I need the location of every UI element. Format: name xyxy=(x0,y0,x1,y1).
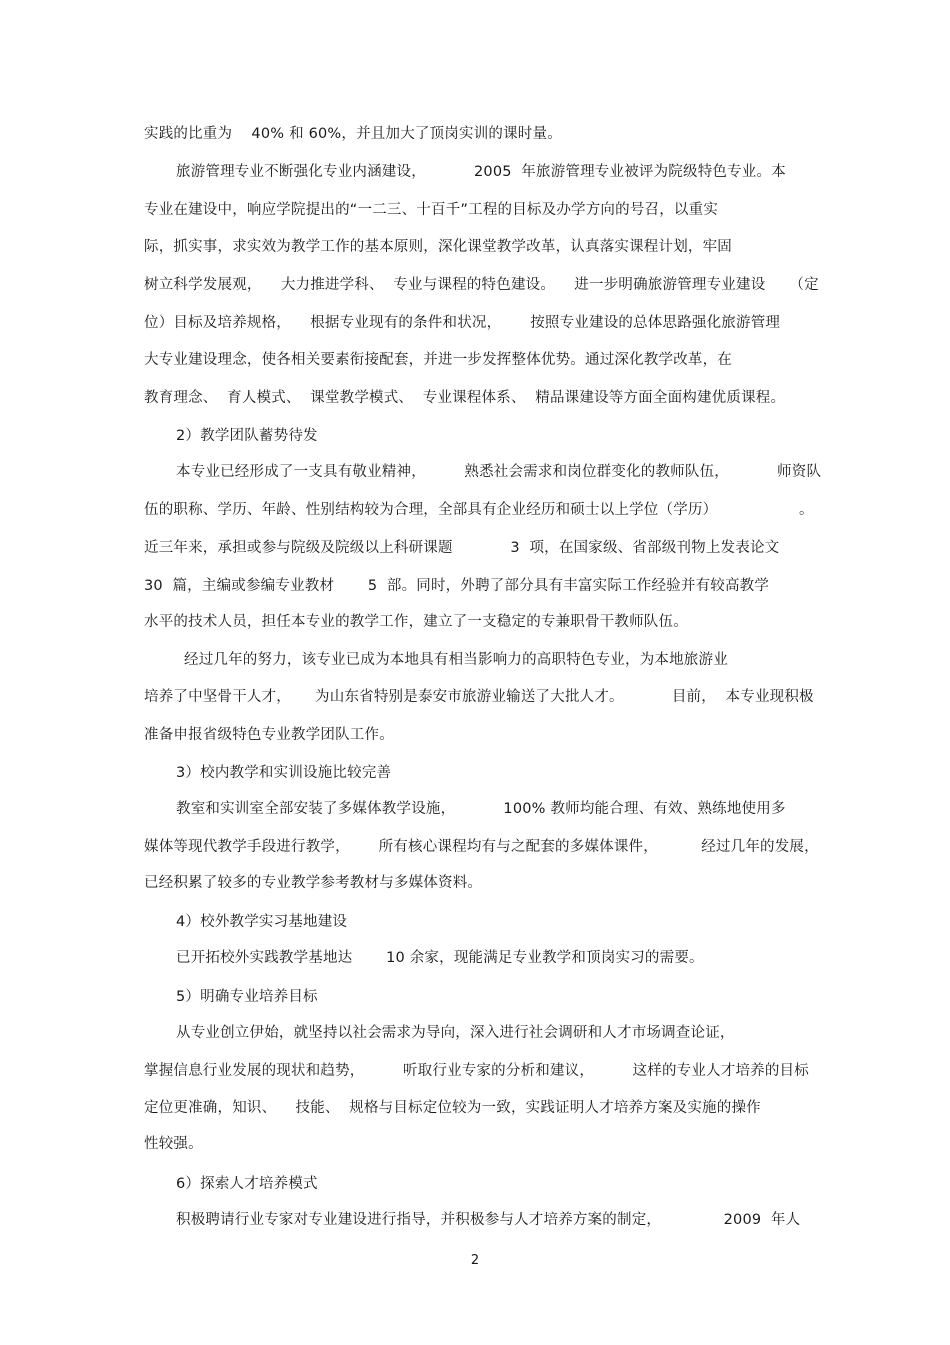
body-line: 培养了中坚骨干人才， 为山东省特别是泰安市旅游业输送了大批人才。 目前， 本专业现积极 xyxy=(144,689,814,705)
paragraph-first-line: 教室和实训室全部安装了多媒体教学设施， 100% 教师均能合理、有效、熟练地使用多 xyxy=(176,801,786,817)
body-line: 专业在建设中，响应学院提出的“一二三、十百千”工程的目标及办学方向的号召，以重实 xyxy=(144,202,719,218)
paragraph-first-line: 从专业创立伊始，就坚持以社会需求为导向，深入进行社会调研和人才市场调查论证， xyxy=(176,1025,735,1041)
paragraph-first-line: 本专业已经形成了一支具有敬业精神， 熟悉社会需求和岗位群变化的教师队伍， 师资队 xyxy=(176,464,822,480)
body-line: 30 篇，主编或参编专业教材 5 部。同时，外聘了部分具有丰富实际工作经验并有较高教学 xyxy=(144,578,770,594)
paragraph-first-line: 旅游管理专业不断强化专业内涵建设， 2005 年旅游管理专业被评为院级特色专业。本 xyxy=(176,164,786,180)
body-line: 近三年来，承担或参与院级及院级以上科研课题 3 项，在国家级、省部级刊物上发表论文 xyxy=(144,540,780,556)
body-line: 水平的技术人员，担任本专业的教学工作，建立了一支稳定的专兼职骨干教师队伍。 xyxy=(144,614,688,630)
section-heading: 4）校外教学实习基地建设 xyxy=(176,914,348,930)
body-line: 掌握信息行业发展的现状和趋势， 听取行业专家的分析和建议， 这样的专业人才培养的目标 xyxy=(144,1063,809,1079)
body-line: 准备申报省级特色专业教学团队工作。 xyxy=(144,727,394,743)
body-line: 性较强。 xyxy=(144,1136,203,1152)
body-line: 位）目标及培养规格， 根据专业现有的条件和状况， 按照专业建设的总体思路强化旅游管理 xyxy=(144,315,781,331)
body-line: 实践的比重为 40% 和 60%，并且加大了顶岗实训的课时量。 xyxy=(144,126,562,142)
body-line: 树立科学发展观， 大力推进学科、 专业与课程的特色建设。 进一步明确旅游管理专业建设 （定 xyxy=(144,277,819,293)
body-line: 已经积累了较多的专业教学参考教材与多媒体资料。 xyxy=(144,875,483,891)
section-heading: 2）教学团队蓄势待发 xyxy=(176,428,318,444)
body-line: 媒体等现代教学手段进行教学， 所有核心课程均有与之配套的多媒体课件， 经过几年的发展， xyxy=(144,839,819,855)
body-line: 大专业建设理念，使各相关要素衔接配套，并进一步发挥整体优势。通过深化教学改革，在 xyxy=(144,352,732,368)
paragraph-first-line: 已开拓校外实践教学基地达 10 余家，现能满足专业教学和顶岗实习的需要。 xyxy=(176,950,704,966)
section-heading: 6）探索人才培养模式 xyxy=(176,1176,318,1192)
body-line: 伍的职称、学历、年龄、性别结构较为合理，全部具有企业经历和硕士以上学位（学历） 。 xyxy=(144,502,814,518)
body-line: 际，抓实事，求实效为教学工作的基本原则，深化课堂教学改革，认真落实课程计划，牢固 xyxy=(144,239,732,255)
section-heading: 5）明确专业培养目标 xyxy=(176,989,318,1005)
section-heading: 3）校内教学和实训设施比较完善 xyxy=(176,765,392,781)
body-line: 定位更准确，知识、 技能、 规格与目标定位较为一致，实践证明人才培养方案及实施的操作 xyxy=(144,1100,761,1116)
page-number: 2 xyxy=(470,1253,480,1268)
paragraph-first-line: 经过几年的努力，该专业已成为本地具有相当影响力的高职特色专业，为本地旅游业 xyxy=(184,652,728,668)
body-line: 教育理念、 育人模式、 课堂教学模式、 专业课程体系、 精品课建设等方面全面构建优质课程。 xyxy=(144,390,786,406)
paragraph-first-line: 积极聘请行业专家对专业建设进行指导，并积极参与人才培养方案的制定， 2009 年人 xyxy=(176,1212,801,1228)
